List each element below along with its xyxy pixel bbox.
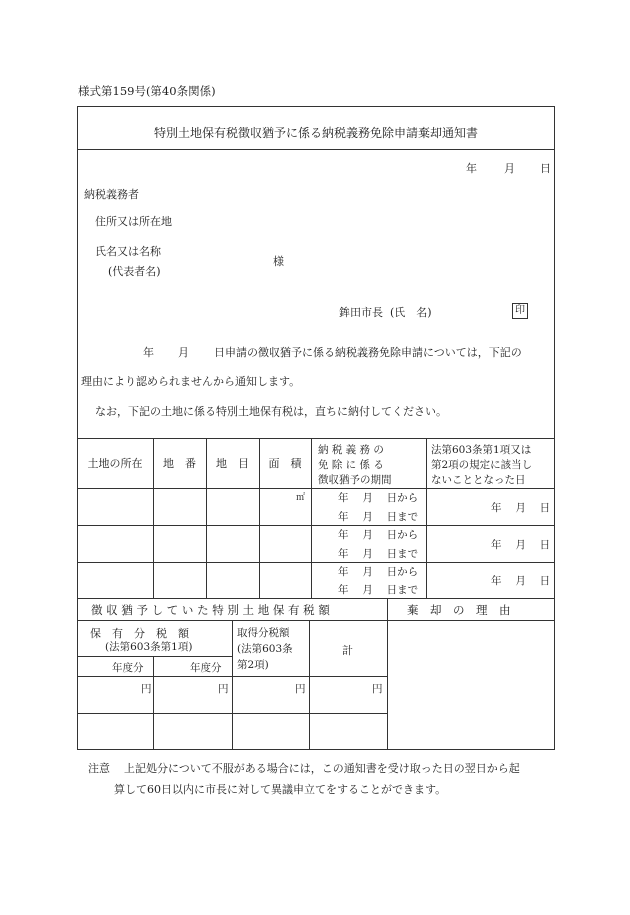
table1-header-bottom	[77, 488, 555, 489]
table2-col-line	[153, 656, 154, 750]
acq-tax-1: 取得分税額	[237, 627, 290, 639]
name-label: 氏名又は名称	[95, 245, 161, 258]
header-na-3: ないこととなった日	[431, 474, 526, 486]
table2-subheader-line	[77, 656, 232, 657]
area-unit: ㎡	[296, 493, 306, 503]
note-line2: 算して60日以内に市長に対して異議申立てをすることができます。	[114, 783, 447, 796]
note-line1: 上記処分について不服がある場合には，この通知書を受け取った日の翌日から起	[124, 762, 520, 775]
held-tax-label: 保 有 分 税 額	[90, 627, 189, 640]
row2-from: 年 月 日から	[338, 529, 419, 541]
row1-to: 年 月 日まで	[338, 511, 419, 523]
address-label: 住所又は所在地	[95, 215, 172, 228]
table2-row-line	[77, 713, 387, 714]
header-period-1: 納 税 義 務 の	[318, 444, 384, 456]
body-line1: 日申請の徴収猶予に係る納税義務免除申請については，下記の	[214, 346, 522, 359]
yen-4: 円	[372, 683, 383, 695]
row3-from: 年 月 日から	[338, 566, 419, 578]
table2-col-line	[309, 620, 310, 750]
fiscal-year-1: 年度分	[112, 662, 144, 674]
header-area: 面 積	[268, 457, 302, 470]
table1-row2-bottom	[77, 562, 555, 563]
table1-row1-bottom	[77, 525, 555, 526]
header-location: 土地の所在	[87, 457, 143, 470]
date-year: 年	[466, 162, 477, 175]
representative-label: (代表者名)	[108, 265, 161, 278]
title-divider	[77, 149, 555, 150]
yen-3: 円	[295, 683, 306, 695]
header-na-1: 法第603条第1項又は	[431, 444, 532, 456]
table2-row-line	[77, 676, 387, 677]
table2-header-bottom	[77, 620, 555, 621]
acq-tax-3: 第2項)	[237, 659, 269, 671]
total-label: 計	[342, 644, 353, 657]
row2-to: 年 月 日まで	[338, 548, 419, 560]
document-title: 特別土地保有税徴収猶予に係る納税義務免除申請棄却通知書	[153, 126, 478, 140]
form-number: 様式第159号(第40条関係)	[78, 84, 216, 98]
fiscal-year-2: 年度分	[190, 662, 222, 674]
header-period-3: 徴収猶予の期間	[318, 474, 392, 486]
row2-date: 年 月 日	[491, 539, 551, 551]
issuer-title: 鉾田市長	[339, 306, 383, 319]
table1-col-line	[311, 438, 312, 598]
yen-1: 円	[141, 683, 152, 695]
seal-mark: 印	[512, 303, 528, 319]
header-period-2: 免 除 に 係 る	[318, 459, 384, 471]
held-tax-sub: (法第603条第1項)	[105, 641, 193, 653]
honorific: 様	[273, 255, 284, 268]
row1-date: 年 月 日	[491, 502, 551, 514]
acq-tax-2: (法第603条	[237, 643, 293, 655]
table1-col-line	[426, 438, 427, 598]
body-line3: なお，下記の土地に係る特別土地保有税は，直ちに納付してください。	[95, 405, 447, 418]
table2-col-line	[232, 620, 233, 750]
header-category: 地 目	[216, 457, 249, 470]
date-day: 日	[540, 162, 551, 175]
row1-from: 年 月 日から	[338, 492, 419, 504]
header-lot: 地 番	[163, 457, 196, 470]
note-label: 注意	[88, 762, 110, 775]
row3-to: 年 月 日まで	[338, 584, 419, 596]
body-month: 月	[178, 346, 189, 359]
taxpayer-heading: 納税義務者	[84, 188, 139, 201]
row3-date: 年 月 日	[491, 575, 551, 587]
table1-row3-bottom	[77, 598, 555, 599]
table2-left-header: 徴 収 猶 予 し て い た 特 別 土 地 保 有 税 額	[91, 603, 330, 617]
header-na-2: 第2項の規定に該当し	[431, 459, 533, 471]
table2-divider	[387, 598, 388, 750]
yen-2: 円	[218, 683, 229, 695]
issuer-name: (氏 名)	[390, 306, 432, 319]
body-line2: 理由により認められませんから通知します。	[81, 375, 301, 388]
table2-right-header: 棄 却 の 理 由	[407, 603, 511, 617]
body-year: 年	[143, 346, 154, 359]
date-month: 月	[504, 162, 515, 175]
